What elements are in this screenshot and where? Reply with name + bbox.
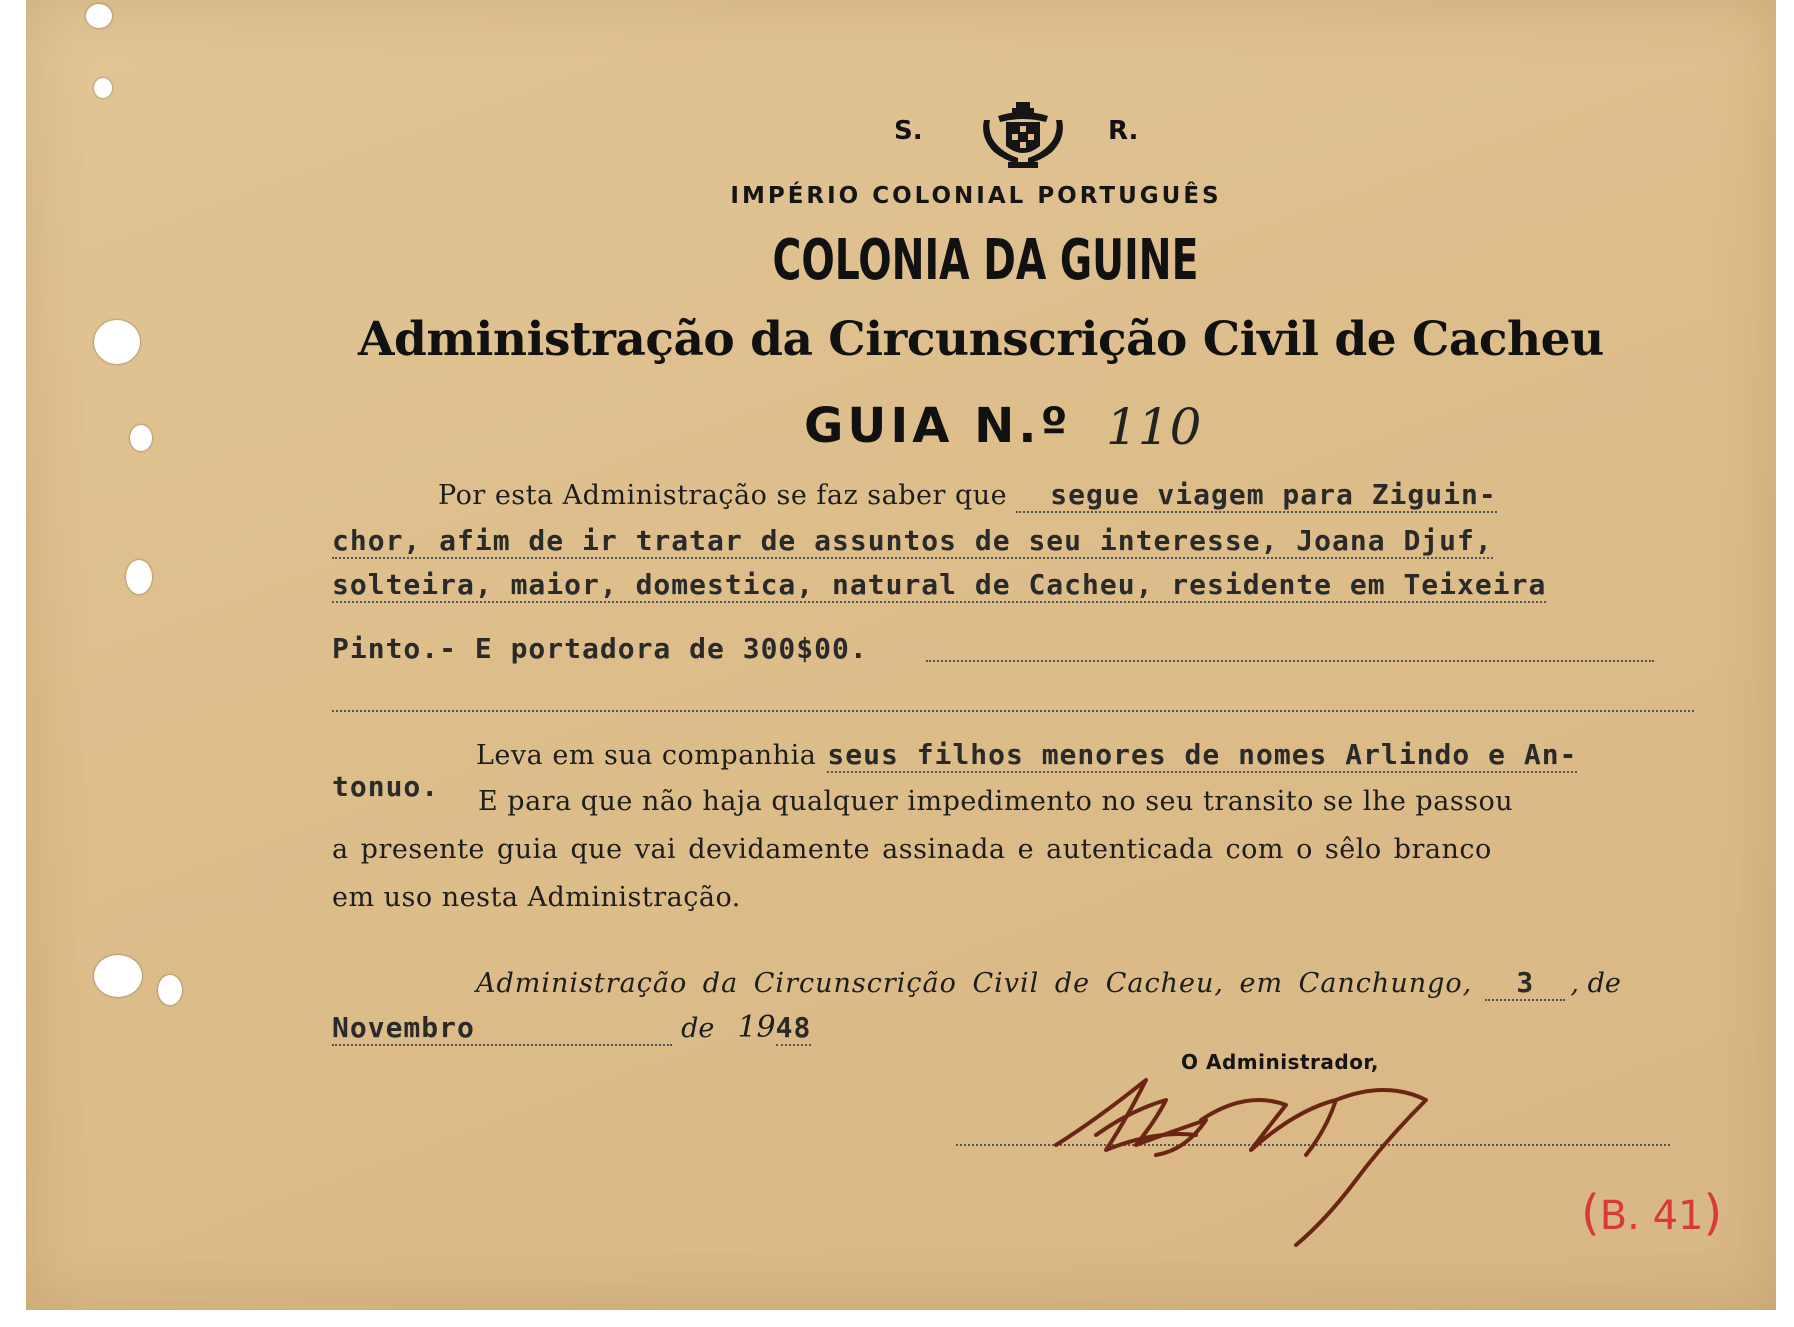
p1-typed-1: segue viagem para Ziguin- — [1016, 478, 1496, 513]
fill-line-1 — [926, 660, 1654, 662]
p1-typed-2: chor, afim de ir tratar de assuntos de seu interesse, Joana Djuf, — [332, 524, 1493, 557]
guia-label: GUIA N.º — [804, 398, 1072, 454]
p2-printed-3: a presente guia que vai devidamente assinada e autenticada com o sêlo branco — [332, 834, 1492, 865]
punch-hole-2 — [94, 78, 112, 98]
punch-hole-3 — [94, 320, 140, 364]
document-paper — [26, 0, 1776, 1310]
paragraph-2-line-1 — [476, 738, 1577, 771]
administrator-title: O Administrador, — [1181, 1050, 1379, 1074]
paragraph-1-line-4 — [332, 632, 868, 665]
dateline-row-1 — [476, 966, 1621, 1001]
p1-printed: Por esta Administração se faz saber que — [438, 480, 1008, 511]
guia-number: 110 — [1106, 398, 1202, 456]
dateline-day: 3 — [1485, 966, 1565, 1001]
dateline-year-suffix: 48 — [775, 1011, 812, 1044]
dateline-year-prefix: 19 — [737, 1010, 776, 1045]
p1-typed-3: solteira, maior, domestica, natural de Cacheu, residente em Teixeira — [332, 568, 1547, 601]
paragraph-1-line-1 — [438, 478, 1497, 513]
dateline-row-2 — [332, 1010, 811, 1046]
p2-typed-2: tonuo. — [332, 770, 440, 803]
dateline-de-1: , de — [1570, 968, 1621, 999]
p2-typed-1: seus filhos menores de nomes Arlindo e An- — [827, 738, 1578, 771]
p1-typed-4: Pinto.- E portadora de 300$00. — [332, 632, 868, 665]
s-letter: S. — [894, 116, 923, 146]
archive-mark-close-paren: ) — [1703, 1185, 1723, 1241]
punch-hole-6 — [94, 955, 142, 997]
dateline-month: Novembro — [332, 1011, 672, 1046]
coat-of-arms-icon — [978, 100, 1068, 170]
punch-hole-7 — [158, 975, 182, 1005]
colony-heading: COLONIA DA GUINE — [772, 228, 1199, 293]
archive-mark-text: B. 41 — [1599, 1193, 1704, 1239]
punch-hole-1 — [86, 4, 112, 28]
p2-printed-2: E para que não haja qualquer impedimento no seu transito se lhe passou — [478, 786, 1514, 817]
paragraph-2-line-2 — [332, 770, 439, 803]
r-letter: R. — [1108, 116, 1139, 146]
archive-mark — [1581, 1185, 1722, 1241]
punch-hole-4 — [130, 425, 152, 451]
fill-line-2 — [332, 710, 1694, 712]
p2-printed-4: em uso nesta Administração. — [332, 882, 741, 913]
punch-hole-5 — [126, 560, 152, 594]
administration-heading: Administração da Circunscrição Civil de Cacheu — [358, 312, 1604, 367]
archive-mark-open-paren: ( — [1581, 1185, 1600, 1241]
empire-heading: IMPÉRIO COLONIAL PORTUGUÊS — [730, 183, 1222, 209]
signature-handwriting-icon — [1036, 1060, 1506, 1260]
sr-crest-header — [846, 110, 1206, 158]
dateline-de-2: de — [681, 1013, 715, 1044]
p2-printed-1: Leva em sua companhia — [476, 740, 817, 771]
dateline-prefix: Administração da Circunscrição Civil de Cacheu, em Canchungo, — [476, 968, 1473, 999]
